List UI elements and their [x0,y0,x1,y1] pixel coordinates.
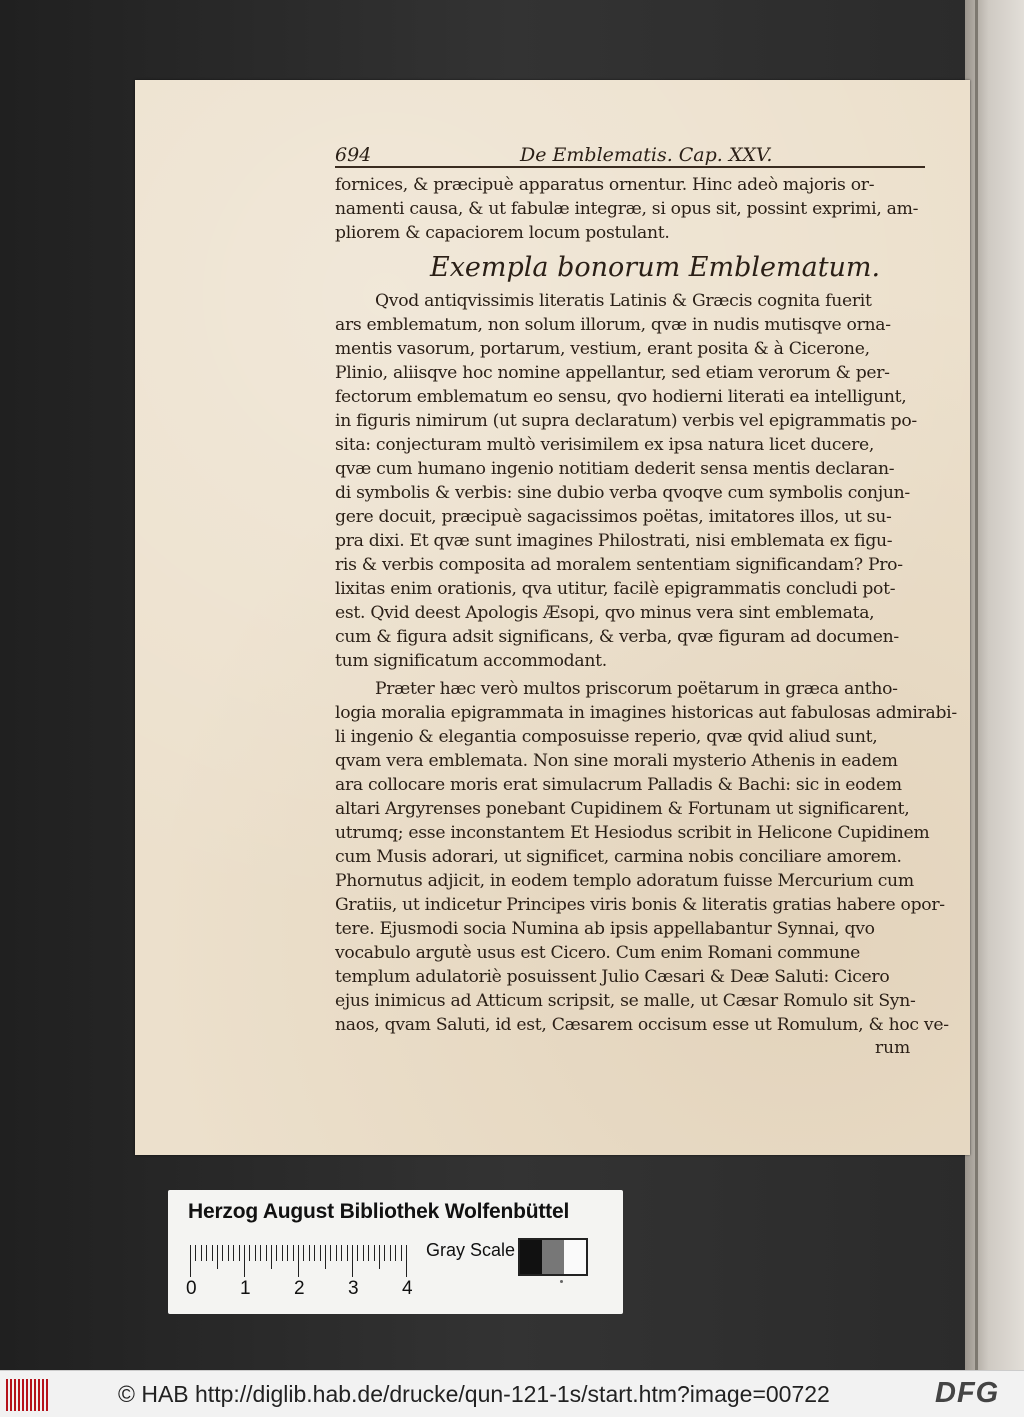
text-line: templum adulatoriè posuissent Julio Cæsari & Deæ Saluti: Cicero [335,967,890,987]
ruler-tick [357,1245,358,1261]
text-line: mentis vasorum, portarum, vestium, erant posita & à Cicerone, [335,339,870,359]
ruler-tick [330,1245,331,1261]
text-line: vocabulo argutè usus est Cicero. Cum enim Romani commune [335,943,861,963]
text-line: sita: conjecturam multò verisimilem ex ipsa natura licet ducere, [335,435,875,455]
text-line: ars emblematum, non solum illorum, qvæ in nudis mutisqve orna- [335,315,891,335]
text-line: logia moralia epigrammata in imagines historicas aut fabulosas admirabi- [335,703,957,723]
ruler-tick [293,1245,294,1261]
gray-scale-swatch [518,1238,588,1276]
text-line: qvam vera emblemata. Non sine morali mysterio Athenis in eadem [335,751,898,771]
ruler-tick [195,1245,196,1261]
gray-scale-label: Gray Scale [426,1240,516,1260]
ruler-tick [271,1245,272,1269]
head-rule [335,166,925,168]
text-line: ara collocare moris erat simulacrum Palladis & Bachi: sic in eodem [335,775,902,795]
ruler-tick [406,1245,407,1277]
ruler-tick [390,1245,391,1261]
ruler-tick [368,1245,369,1261]
text-line: pra dixi. Et qvæ sunt imagines Philostrati, nisi emblemata ex figu- [335,531,893,551]
ruler-tick [282,1245,283,1261]
text-line: Gratiis, ut indicetur Principes viris bonis & literatis gratias habere opor- [335,895,945,915]
ruler-tick [190,1245,191,1277]
ruler-tick [374,1245,375,1261]
ruler-tick [260,1245,261,1261]
ruler-tick [320,1245,321,1261]
ruler-tick [255,1245,256,1261]
ruler-tick [212,1245,213,1261]
ruler-tick [217,1245,218,1269]
ruler-tick [325,1245,326,1269]
next-page-edge [965,0,1024,1370]
text-line: namenti causa, & ut fabulæ integræ, si opus sit, possint exprimi, am- [335,199,919,219]
text-line: altari Argyrenses ponebant Cupidinem & Fortunam ut significarent, [335,799,910,819]
text-line: cum Musis adorari, ut significet, carmina nobis conciliare amorem. [335,847,902,867]
library-color-card [168,1190,623,1314]
ruler-numbers [186,1278,426,1302]
ruler-tick [347,1245,348,1261]
ruler-tick [303,1245,304,1261]
dfg-logo: DFG [935,1377,1000,1409]
text-line: cum & figura adsit significans, & verba, qvæ figuram ad documen- [335,627,899,647]
ruler-tick [341,1245,342,1261]
gray-patch-black [520,1240,542,1274]
page-number: 694 [335,144,372,166]
text-line: li ingenio & elegantia composuisse reperio, qvæ qvid aliud sunt, [335,727,878,747]
catchword: rum [875,1038,911,1058]
gray-patch-mid [542,1240,564,1274]
ruler-number: 3 [348,1278,359,1299]
text-line: ejus inimicus ad Atticum scripsit, se malle, ut Cæsar Romulo sit Syn- [335,991,916,1011]
text-line: pliorem & capaciorem locum postulant. [335,223,670,243]
copyright-url[interactable]: © HAB http://diglib.hab.de/drucke/qun-121-1s/start.htm?image=00722 [118,1381,830,1407]
ruler-tick [222,1245,223,1261]
ruler-tick [206,1245,207,1261]
text-line: di symbolis & verbis: sine dubio verba qvoqve cum symbolis conjun- [335,483,910,503]
text-line: Phornutus adjicit, in eodem templo adoratum fuisse Mercurium cum [335,871,914,891]
ruler-tick [314,1245,315,1261]
text-line: lixitas enim orationis, qva utitur, facilè epigrammatis concludi pot- [335,579,896,599]
ruler-tick [201,1245,202,1261]
ruler-tick [276,1245,277,1261]
ruler-tick [298,1245,299,1277]
page-edge-line [975,0,978,1370]
text-line: naos, qvam Saluti, id est, Cæsarem occisum esse ut Romulum, & hoc ve- [335,1015,949,1035]
text-line: ris & verbis composita ad moralem sententiam significandam? Pro- [335,555,903,575]
text-line: tere. Ejusmodi socia Numina ab ipsis appellabantur Synnai, qvo [335,919,875,939]
ruler-tick [352,1245,353,1277]
ruler-number: 0 [186,1278,197,1299]
hab-logo-icon [6,1379,50,1411]
ruler-tick [228,1245,229,1261]
viewer-footer [0,1370,1024,1417]
ruler-number: 2 [294,1278,305,1299]
text-line: Præter hæc verò multos priscorum poëtarum in græca antho- [375,679,898,699]
text-line: gere docuit, præcipuè sagacissimos poëtas, imitatores illos, ut su- [335,507,892,527]
ruler-tick [336,1245,337,1261]
text-line: Qvod antiqvissimis literatis Latinis & Græcis cognita fuerit [375,291,872,311]
ruler-tick [287,1245,288,1261]
ruler-number: 1 [240,1278,251,1299]
section-heading: Exempla bonorum Emblematum. [430,252,881,283]
card-dot [560,1280,563,1283]
text-line: qvæ cum humano ingenio notitiam dederit sensa mentis declaran- [335,459,895,479]
text-line: est. Qvid deest Apologis Æsopi, qvo minus vera sint emblemata, [335,603,875,623]
text-line: in figuris nimirum (ut supra declaratum) verbis vel epigrammatis po- [335,411,917,431]
text-line: fectorum emblematum eo sensu, qvo hodierni literati ea intelligunt, [335,387,907,407]
running-head [335,142,925,168]
ruler-tick [239,1245,240,1261]
ruler-tick [363,1245,364,1261]
text-line: fornices, & præcipuè apparatus ornentur. Hinc adeò majoris or- [335,175,875,195]
ruler-tick [395,1245,396,1261]
ruler-tick [401,1245,402,1261]
ruler-tick [266,1245,267,1261]
library-name: Herzog August Bibliothek Wolfenbüttel [188,1200,570,1223]
ruler-tick [309,1245,310,1261]
text-line: utrumq; esse inconstantem Et Hesiodus scribit in Helicone Cupidinem [335,823,930,843]
running-title: De Emblematis. Cap. XXV. [520,144,773,166]
gray-patch-white [564,1240,586,1274]
ruler-tick [379,1245,380,1269]
ruler [190,1245,415,1277]
ruler-tick [384,1245,385,1261]
text-line: Plinio, aliisqve hoc nomine appellantur, sed etiam verorum & per- [335,363,890,383]
ruler-tick [244,1245,245,1277]
text-line: tum significatum accommodant. [335,651,607,671]
ruler-tick [249,1245,250,1261]
ruler-number: 4 [402,1278,413,1299]
ruler-tick [233,1245,234,1261]
